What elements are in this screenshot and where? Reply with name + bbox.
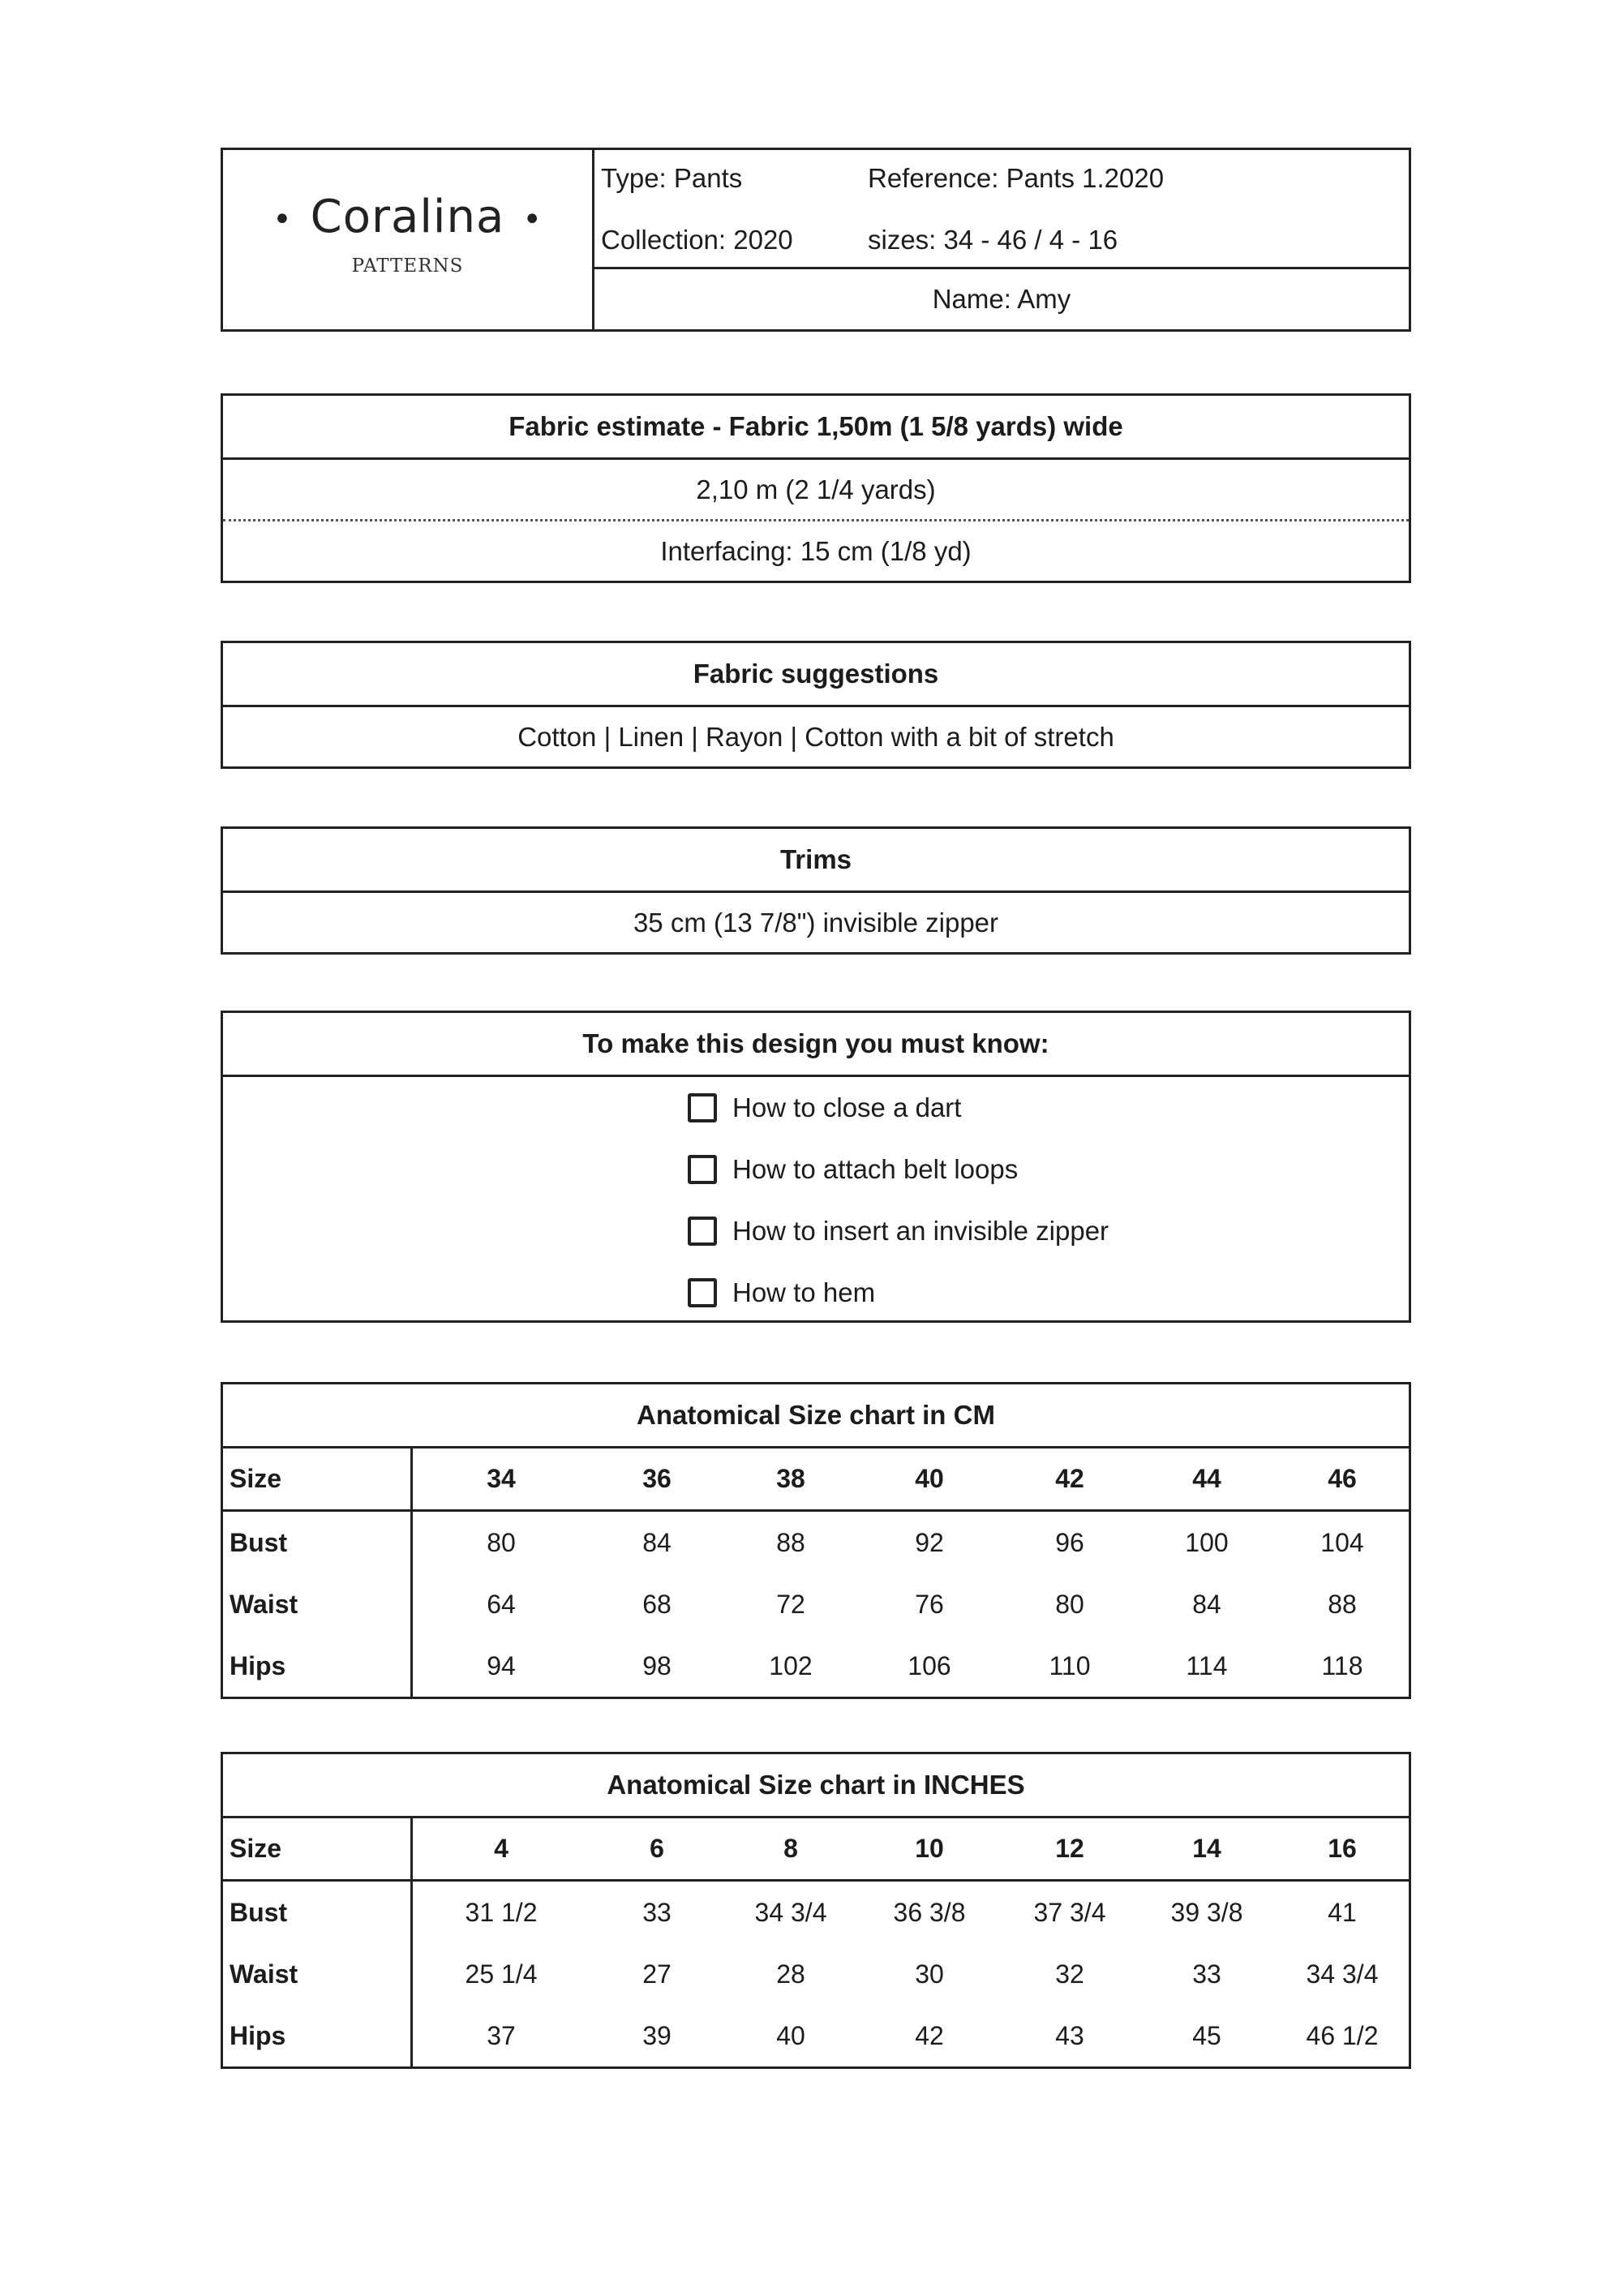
table-cell: 39 (642, 2020, 672, 2050)
size-header-cell: 14 (1192, 1834, 1221, 1863)
size-header-cell: 40 (915, 1464, 944, 1493)
fabric-estimate-title: Fabric estimate - Fabric 1,50m (1 5/8 yards) wide (508, 411, 1123, 441)
table-row (223, 1943, 1409, 2005)
fabric-length: 2,10 m (2 1/4 yards) (223, 457, 1409, 519)
size-header-label: Size (223, 1448, 413, 1509)
required-skills-title: To make this design you must know: (582, 1028, 1049, 1058)
fabric-suggestions-box (221, 641, 1411, 769)
checkbox[interactable] (688, 1217, 717, 1246)
interfacing-length: Interfacing: 15 cm (1/8 yd) (223, 519, 1409, 581)
table-cell: 34 3/4 (754, 1897, 827, 1927)
size-header-row (223, 1816, 1409, 1882)
table-cell: 37 3/4 (1033, 1897, 1106, 1927)
size-header-cell: 12 (1055, 1834, 1084, 1863)
pattern-type: Type: Pants (601, 163, 743, 193)
table-cell: 31 1/2 (465, 1897, 538, 1927)
trims-box (221, 826, 1411, 955)
table-cell: 96 (1055, 1527, 1084, 1557)
table-cell: 88 (1328, 1589, 1357, 1619)
table-cell: 104 (1320, 1527, 1364, 1557)
table-cell: 84 (1192, 1589, 1221, 1619)
table-cell: 25 1/4 (465, 1959, 538, 1989)
table-cell: 88 (776, 1527, 805, 1557)
logo-bullet-left: • (272, 200, 293, 238)
table-row (223, 1573, 1409, 1635)
table-cell: 41 (1328, 1897, 1357, 1927)
table-cell: 36 3/8 (893, 1897, 966, 1927)
size-header-cell: 36 (642, 1464, 672, 1493)
checkbox[interactable] (688, 1155, 717, 1184)
table-cell: 102 (769, 1650, 813, 1680)
size-chart-cm (221, 1382, 1411, 1699)
size-chart-inches-title: Anatomical Size chart in INCHES (607, 1770, 1025, 1800)
size-header-cell: 16 (1328, 1834, 1357, 1863)
trims-value: 35 cm (13 7/8") invisible zipper (223, 891, 1409, 952)
size-header-cell: 44 (1192, 1464, 1221, 1493)
size-header-cell: 6 (650, 1834, 664, 1863)
size-header-cell: 38 (776, 1464, 805, 1493)
pattern-info (594, 150, 1409, 269)
table-cell: 100 (1185, 1527, 1229, 1557)
pattern-name: Name: Amy (932, 284, 1071, 314)
size-chart-inches (221, 1752, 1411, 2069)
skill-label: How to close a dart (732, 1092, 962, 1122)
table-cell: 72 (776, 1589, 805, 1619)
table-cell: 33 (1192, 1959, 1221, 1989)
size-header-row (223, 1446, 1409, 1512)
table-cell: 92 (915, 1527, 944, 1557)
table-cell: 39 3/8 (1170, 1897, 1243, 1927)
logo-wordmark (223, 191, 592, 243)
skill-item (688, 1139, 1409, 1200)
pattern-collection: Collection: 2020 (601, 225, 793, 255)
table-row (223, 2005, 1409, 2066)
table-cell: 94 (487, 1650, 516, 1680)
pattern-reference: Reference: Pants 1.2020 (868, 163, 1165, 193)
table-cell: 80 (1055, 1589, 1084, 1619)
row-label: Bust (223, 1512, 413, 1573)
row-label: Hips (223, 1635, 413, 1697)
table-cell: 42 (915, 2020, 944, 2050)
table-cell: 114 (1186, 1650, 1228, 1680)
table-cell: 46 1/2 (1306, 2020, 1379, 2050)
table-cell: 28 (776, 1959, 805, 1989)
table-cell: 34 3/4 (1306, 1959, 1379, 1989)
size-header-cell: 10 (915, 1834, 944, 1863)
size-header-label: Size (223, 1818, 413, 1879)
table-cell: 43 (1055, 2020, 1084, 2050)
table-cell: 68 (642, 1589, 672, 1619)
fabric-suggestions-list: Cotton | Linen | Rayon | Cotton with a bit of stretch (223, 705, 1409, 766)
row-label: Waist (223, 1943, 413, 2005)
table-cell: 76 (915, 1589, 944, 1619)
checkbox[interactable] (688, 1278, 717, 1307)
checkbox[interactable] (688, 1093, 717, 1122)
table-cell: 40 (776, 2020, 805, 2050)
table-cell: 80 (487, 1527, 516, 1557)
required-skills-box (221, 1011, 1411, 1323)
size-header-cell: 34 (487, 1464, 516, 1493)
table-cell: 30 (915, 1959, 944, 1989)
logo-name: Coralina (310, 191, 505, 243)
trims-title: Trims (779, 844, 852, 874)
table-cell: 64 (487, 1589, 516, 1619)
skills-checklist (223, 1075, 1409, 1320)
size-chart-cm-title: Anatomical Size chart in CM (637, 1400, 995, 1430)
brand-logo (223, 150, 594, 329)
size-header-cell: 8 (783, 1834, 798, 1863)
table-cell: 33 (642, 1897, 672, 1927)
logo-subtitle: PATTERNS (351, 255, 464, 277)
table-row (223, 1512, 1409, 1573)
fabric-estimate-box (221, 393, 1411, 583)
pattern-header (221, 148, 1411, 332)
skill-item (688, 1077, 1409, 1139)
table-cell: 27 (642, 1959, 672, 1989)
pattern-sizes: sizes: 34 - 46 / 4 - 16 (868, 225, 1118, 255)
table-cell: 84 (642, 1527, 672, 1557)
table-cell: 98 (642, 1650, 672, 1680)
row-label: Hips (223, 2005, 413, 2066)
logo-bullet-right: • (522, 200, 543, 238)
skill-item (688, 1200, 1409, 1262)
table-cell: 106 (908, 1650, 951, 1680)
size-header-cell: 4 (494, 1834, 508, 1863)
skill-item (688, 1262, 1409, 1324)
fabric-suggestions-title: Fabric suggestions (693, 659, 939, 689)
table-cell: 110 (1049, 1650, 1091, 1680)
size-header-cell: 42 (1055, 1464, 1084, 1493)
size-header-cell: 46 (1328, 1464, 1357, 1493)
row-label: Bust (223, 1882, 413, 1943)
table-cell: 118 (1321, 1650, 1363, 1680)
table-cell: 32 (1055, 1959, 1084, 1989)
table-cell: 45 (1192, 2020, 1221, 2050)
skill-label: How to hem (732, 1277, 876, 1307)
skill-label: How to attach belt loops (732, 1154, 1019, 1184)
skill-label: How to insert an invisible zipper (732, 1216, 1109, 1246)
table-row (223, 1635, 1409, 1697)
row-label: Waist (223, 1573, 413, 1635)
table-row (223, 1882, 1409, 1943)
table-cell: 37 (487, 2020, 516, 2050)
